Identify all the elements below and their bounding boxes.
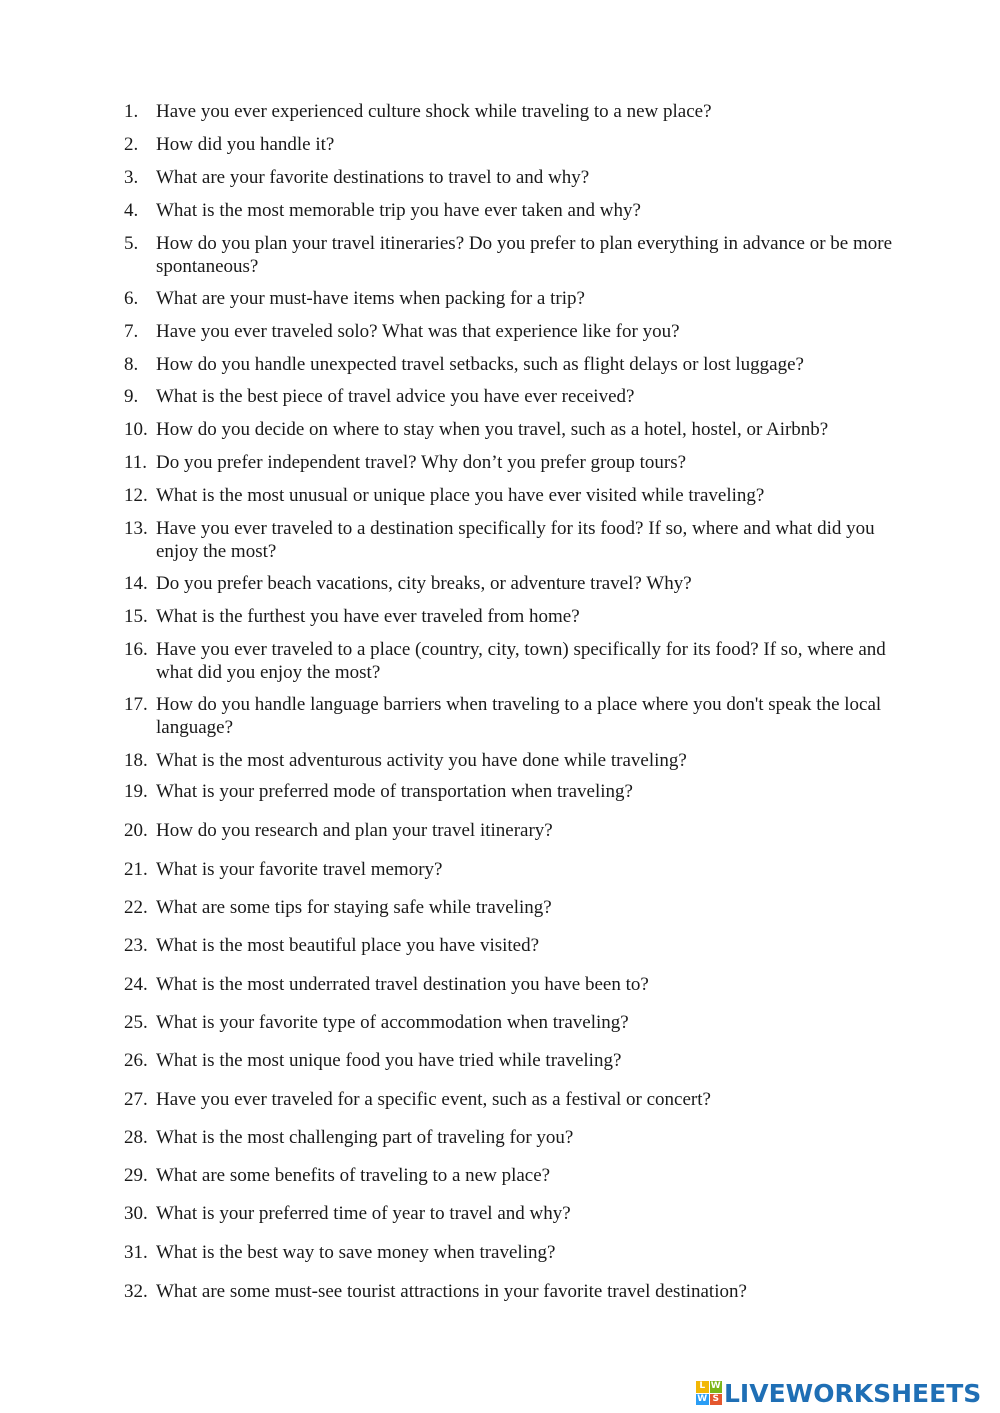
item-number: 29. [124, 1165, 148, 1186]
item-text: Do you prefer independent travel? Why don’t you prefer group tours? [156, 452, 687, 473]
item-number: 17. [124, 694, 148, 715]
item-text: What are some tips for staying safe while traveling? [156, 897, 552, 918]
item-text: How do you handle unexpected travel setbacks, such as flight delays or lost luggage? [156, 354, 804, 375]
item-number: 5. [124, 233, 139, 254]
liveworksheets-logo [696, 1378, 981, 1408]
item-number: 28. [124, 1127, 148, 1148]
item-text: Have you ever traveled for a specific event, such as a festival or concert? [156, 1089, 711, 1110]
item-text: Have you ever traveled to a place (country, city, town) specifically for its food? If so, where and what did you enjoy the most? [156, 639, 886, 683]
item-text: What is the most challenging part of traveling for you? [156, 1127, 574, 1148]
item-number: 27. [124, 1089, 148, 1110]
item-number: 19. [124, 781, 148, 802]
item-number: 11. [124, 452, 148, 473]
item-number: 30. [124, 1203, 148, 1224]
item-text: What is the most unusual or unique place you have ever visited while traveling? [156, 485, 765, 506]
item-text: What are your favorite destinations to travel to and why? [156, 167, 590, 188]
item-number: 12. [124, 485, 148, 506]
item-number: 16. [124, 639, 148, 660]
item-number: 6. [124, 288, 139, 309]
item-number: 3. [124, 167, 139, 188]
item-text: Have you ever traveled to a destination specifically for its food? If so, where and what did you enjoy the most? [156, 518, 875, 562]
item-number: 14. [124, 573, 148, 594]
item-number: 22. [124, 897, 148, 918]
item-text: Have you ever traveled solo? What was that experience like for you? [156, 321, 680, 342]
item-number: 8. [124, 354, 139, 375]
item-text: What are some must-see tourist attractions in your favorite travel destination? [156, 1281, 747, 1302]
item-number: 24. [124, 974, 148, 995]
item-number: 9. [124, 386, 139, 407]
item-number: 1. [124, 101, 139, 122]
item-text: What is your preferred time of year to travel and why? [156, 1203, 571, 1224]
liveworksheets-logo-icon [696, 1381, 722, 1405]
item-text: Do you prefer beach vacations, city breaks, or adventure travel? Why? [156, 573, 692, 594]
item-text: What is your preferred mode of transportation when traveling? [156, 781, 633, 802]
item-text: How did you handle it? [156, 134, 335, 155]
item-text: What is the most beautiful place you have visited? [156, 935, 540, 956]
item-text: How do you research and plan your travel itinerary? [156, 820, 553, 841]
logo-text: LIVEWORKSHEETS [724, 1378, 982, 1408]
item-text: Have you ever experienced culture shock while traveling to a new place? [156, 101, 712, 122]
item-text: How do you decide on where to stay when you travel, such as a hotel, hostel, or Airbnb? [156, 419, 829, 440]
item-number: 13. [124, 518, 148, 539]
item-number: 32. [124, 1281, 148, 1302]
logo-icon-tile: W [697, 1393, 708, 1404]
item-number: 4. [124, 200, 139, 221]
item-number: 21. [124, 859, 148, 880]
item-number: 31. [124, 1242, 148, 1263]
item-number: 20. [124, 820, 148, 841]
item-number: 18. [124, 750, 148, 771]
item-number: 26. [124, 1050, 148, 1071]
item-text: How do you plan your travel itineraries? Do you prefer to plan everything in advance or be more spontaneous? [156, 233, 892, 277]
item-text: What are your must-have items when packing for a trip? [156, 288, 585, 309]
item-text: What is the best way to save money when traveling? [156, 1242, 556, 1263]
logo-icon-tile: S [710, 1394, 723, 1406]
item-text: What is your favorite type of accommodation when traveling? [156, 1012, 629, 1033]
item-number: 10. [124, 419, 148, 440]
item-number: 23. [124, 935, 148, 956]
logo-icon-tile: L [696, 1381, 709, 1393]
item-text: What is the most unique food you have tried while traveling? [156, 1050, 622, 1071]
item-text: How do you handle language barriers when traveling to a place where you don't speak the local language? [156, 694, 882, 738]
item-number: 25. [124, 1012, 148, 1033]
logo-icon-tile: W [710, 1381, 721, 1392]
item-text: What is your favorite travel memory? [156, 859, 443, 880]
item-number: 7. [124, 321, 139, 342]
item-text: What is the furthest you have ever traveled from home? [156, 606, 580, 627]
item-text: What is the most memorable trip you have ever taken and why? [156, 200, 641, 221]
item-text: What is the most underrated travel destination you have been to? [156, 974, 649, 995]
item-text: What is the most adventurous activity you have done while traveling? [156, 750, 687, 771]
item-number: 15. [124, 606, 148, 627]
item-text: What are some benefits of traveling to a new place? [156, 1165, 551, 1186]
item-number: 2. [124, 134, 139, 155]
item-text: What is the best piece of travel advice you have ever received? [156, 386, 635, 407]
